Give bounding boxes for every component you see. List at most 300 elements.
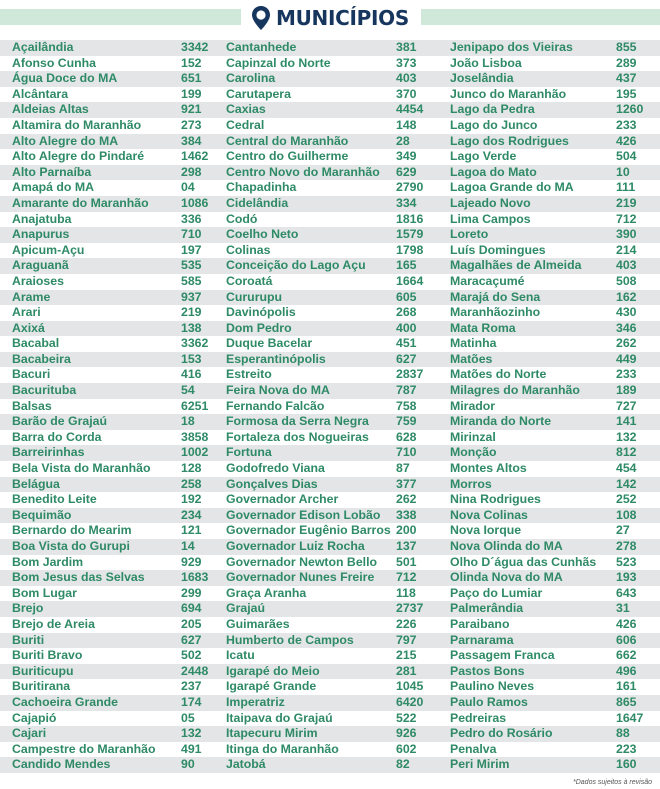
municipality-name: Guimarães (226, 616, 290, 631)
municipality-cell (221, 523, 442, 539)
municipality-cell (442, 414, 660, 430)
municipality-cell (442, 711, 660, 727)
municipality-value: 1462 (181, 149, 209, 164)
municipality-name: Capinzal do Norte (226, 55, 331, 70)
municipality-value: 82 (396, 757, 410, 772)
municipality-name: Bernardo do Mearim (12, 523, 132, 538)
municipality-value: 148 (396, 117, 417, 132)
municipality-value: 226 (396, 616, 417, 631)
table-row (0, 726, 660, 742)
municipality-cell (221, 508, 442, 524)
municipality-name: Matinha (450, 336, 497, 351)
municipality-cell (221, 695, 442, 711)
municipality-value: 334 (396, 195, 417, 210)
municipality-name: Itinga do Maranhão (226, 741, 339, 756)
municipality-value: 2448 (181, 663, 209, 678)
municipality-cell (0, 134, 221, 150)
municipality-value: 628 (396, 429, 417, 444)
municipality-value: 299 (181, 585, 202, 600)
table-row (0, 492, 660, 508)
municipality-name: Governador Newton Bello (226, 554, 377, 569)
table-row (0, 134, 660, 150)
municipality-value: 4454 (396, 102, 424, 117)
municipality-value: 197 (181, 242, 202, 257)
table-row (0, 711, 660, 727)
municipality-name: Mata Roma (450, 320, 516, 335)
municipality-name: João Lisboa (450, 55, 522, 70)
municipality-cell (442, 508, 660, 524)
municipality-cell (442, 134, 660, 150)
municipality-value: 710 (181, 227, 202, 242)
municipality-name: Centro Novo do Maranhão (226, 164, 380, 179)
municipality-cell (442, 570, 660, 586)
municipality-name: Jatobá (226, 757, 266, 772)
municipality-cell (221, 274, 442, 290)
municipality-name: Barra do Corda (12, 429, 102, 444)
municipality-cell (442, 539, 660, 555)
table-row (0, 243, 660, 259)
municipality-cell (442, 102, 660, 118)
municipality-name: Brejo (12, 601, 44, 616)
municipality-value: 662 (616, 648, 637, 663)
municipality-name: Paulo Ramos (450, 694, 528, 709)
municipality-name: Buriti (12, 632, 45, 647)
municipality-name: Bacurituba (12, 383, 77, 398)
municipality-name: Paulino Neves (450, 679, 535, 694)
municipality-name: Morros (450, 476, 492, 491)
municipality-name: Apicum-Açu (12, 242, 85, 257)
municipality-name: Governador Eugênio Barros (226, 523, 391, 538)
table-row (0, 648, 660, 664)
municipality-name: Mirinzal (450, 429, 496, 444)
municipality-cell (221, 399, 442, 415)
municipality-name: Bequimão (12, 507, 72, 522)
municipality-value: 605 (396, 289, 417, 304)
municipality-value: 585 (181, 273, 202, 288)
municipality-name: Barão de Grajaú (12, 414, 107, 429)
municipality-cell (442, 71, 660, 87)
municipality-value: 377 (396, 476, 417, 491)
municipality-cell (442, 383, 660, 399)
table-row (0, 149, 660, 165)
table-row (0, 87, 660, 103)
municipality-name: Igarapé Grande (226, 679, 317, 694)
municipality-name: Açailândia (12, 40, 74, 54)
municipality-cell (0, 180, 221, 196)
table-row (0, 118, 660, 134)
municipality-value: 223 (616, 741, 637, 756)
municipality-value: 174 (181, 694, 202, 709)
municipality-value: 491 (181, 741, 202, 756)
municipality-value: 233 (616, 367, 637, 382)
municipality-value: 1798 (396, 242, 424, 257)
municipality-value: 111 (616, 180, 636, 195)
municipality-value: 1002 (181, 445, 209, 460)
municipality-value: 502 (181, 648, 202, 663)
municipality-cell (0, 227, 221, 243)
municipality-cell (0, 461, 221, 477)
municipality-cell (221, 648, 442, 664)
municipality-name: Boa Vista do Gurupi (12, 539, 130, 553)
municipality-value: 694 (181, 601, 202, 616)
municipality-cell (221, 367, 442, 383)
municipality-cell (221, 430, 442, 446)
municipality-cell (0, 56, 221, 72)
municipality-name: Cajapió (12, 710, 57, 725)
municipality-name: Itaipava do Grajaú (226, 710, 333, 725)
municipality-cell (221, 56, 442, 72)
municipality-name: Governador Luiz Rocha (226, 539, 365, 553)
municipality-name: Campestre do Maranhão (12, 741, 156, 756)
municipality-value: 195 (616, 86, 637, 101)
municipality-name: Governador Edison Lobão (226, 507, 381, 522)
municipality-value: 1579 (396, 227, 424, 242)
table-row (0, 305, 660, 321)
municipality-cell (0, 321, 221, 337)
municipality-name: Buriticupu (12, 663, 74, 678)
municipality-name: Afonso Cunha (12, 55, 97, 70)
municipality-value: 403 (396, 71, 417, 86)
municipality-name: Bom Jardim (12, 554, 84, 569)
municipality-value: 268 (396, 305, 417, 320)
table-row (0, 601, 660, 617)
municipality-cell (0, 118, 221, 134)
municipality-cell (442, 430, 660, 446)
municipality-value: 508 (616, 273, 637, 288)
municipality-name: Benedito Leite (12, 492, 97, 507)
municipality-cell (221, 757, 442, 773)
municipality-name: Miranda do Norte (450, 414, 552, 429)
municipality-value: 281 (396, 663, 417, 678)
table-row (0, 742, 660, 758)
municipality-value: 121 (181, 523, 202, 538)
municipality-cell (221, 352, 442, 368)
municipality-cell (0, 71, 221, 87)
table-row (0, 539, 660, 555)
table-row (0, 227, 660, 243)
municipality-name: Candido Mendes (12, 757, 111, 772)
table-row (0, 399, 660, 415)
municipality-cell (442, 321, 660, 337)
municipality-name: Nova Iorque (450, 523, 522, 538)
municipality-cell (442, 445, 660, 461)
municipality-name: Olho D´água das Cunhãs (450, 554, 597, 569)
municipality-name: Central do Maranhão (226, 133, 349, 148)
municipality-name: Bom Lugar (12, 585, 77, 600)
municipality-name: Passagem Franca (450, 648, 555, 663)
municipality-value: 522 (396, 710, 417, 725)
municipality-name: Magalhães de Almeida (450, 258, 582, 273)
municipality-value: 278 (616, 539, 637, 553)
municipality-cell (442, 212, 660, 228)
municipality-name: Icatu (226, 648, 255, 663)
municipality-name: Maracaçumé (450, 273, 525, 288)
municipality-cell (442, 196, 660, 212)
municipality-cell (221, 711, 442, 727)
page-title (241, 0, 421, 36)
municipality-value: 137 (396, 539, 417, 553)
municipality-cell (0, 40, 221, 56)
municipality-name: Feira Nova do MA (226, 383, 330, 398)
municipality-value: 454 (616, 461, 637, 476)
municipality-value: 1683 (181, 570, 209, 585)
municipality-cell (221, 87, 442, 103)
municipality-value: 1816 (396, 211, 424, 226)
municipalities-table (0, 40, 660, 773)
municipality-cell (442, 664, 660, 680)
municipality-cell (221, 726, 442, 742)
table-row (0, 617, 660, 633)
municipality-value: 54 (181, 383, 195, 398)
municipality-value: 10 (616, 164, 630, 179)
municipality-value: 108 (616, 507, 637, 522)
municipality-cell (0, 648, 221, 664)
municipality-cell (0, 757, 221, 773)
municipality-cell (0, 165, 221, 181)
municipality-value: 162 (616, 289, 637, 304)
table-row (0, 321, 660, 337)
footnote: *Dados sujeitos à revisão (573, 779, 652, 786)
municipality-name: Monção (450, 445, 497, 460)
municipality-name: Conceição do Lago Açu (226, 258, 366, 273)
municipality-value: 18 (181, 414, 195, 429)
municipality-value: 128 (181, 461, 202, 476)
municipality-cell (221, 601, 442, 617)
municipality-name: Imperatriz (226, 694, 285, 709)
municipality-value: 1260 (616, 102, 644, 117)
municipality-cell (442, 617, 660, 633)
municipality-name: Pedro do Rosário (450, 726, 553, 741)
municipality-cell (442, 290, 660, 306)
municipality-cell (221, 679, 442, 695)
municipality-name: Godofredo Viana (226, 461, 325, 476)
table-row (0, 555, 660, 571)
municipality-name: Lajeado Novo (450, 195, 531, 210)
municipality-cell (0, 601, 221, 617)
municipality-value: 712 (396, 570, 417, 585)
municipality-cell (0, 508, 221, 524)
table-row (0, 445, 660, 461)
municipality-cell (442, 586, 660, 602)
municipality-cell (221, 40, 442, 56)
table-row (0, 336, 660, 352)
municipality-name: Olinda Nova do MA (450, 570, 563, 585)
municipality-name: Araguanã (12, 258, 69, 273)
municipality-name: Alto Parnaíba (12, 164, 92, 179)
municipality-cell (0, 742, 221, 758)
municipality-cell (442, 555, 660, 571)
municipality-cell (442, 336, 660, 352)
municipality-cell (442, 633, 660, 649)
municipality-name: Matões (450, 351, 493, 366)
municipality-value: 3342 (181, 40, 209, 54)
municipality-value: 2790 (396, 180, 424, 195)
municipality-value: 727 (616, 398, 637, 413)
municipality-value: 400 (396, 320, 417, 335)
municipality-cell (0, 367, 221, 383)
municipality-cell (0, 664, 221, 680)
municipality-value: 219 (181, 305, 202, 320)
municipality-cell (221, 742, 442, 758)
table-row (0, 258, 660, 274)
table-row (0, 71, 660, 87)
municipality-value: 373 (396, 55, 417, 70)
table-row (0, 430, 660, 446)
municipality-name: Água Doce do MA (12, 71, 118, 86)
municipality-cell (0, 633, 221, 649)
municipality-cell (442, 726, 660, 742)
municipality-cell (442, 695, 660, 711)
municipality-name: Fortuna (226, 445, 272, 460)
municipality-name: Cajari (12, 726, 47, 741)
municipality-name: Nina Rodrigues (450, 492, 541, 507)
municipality-value: 710 (396, 445, 417, 460)
municipality-value: 192 (181, 492, 202, 507)
municipality-name: Axixá (12, 320, 45, 335)
municipality-cell (442, 118, 660, 134)
municipality-name: Governador Archer (226, 492, 339, 507)
municipality-value: 3858 (181, 429, 209, 444)
municipality-value: 214 (616, 242, 637, 257)
municipality-value: 758 (396, 398, 417, 413)
municipality-name: Belágua (12, 476, 60, 491)
municipality-cell (221, 570, 442, 586)
municipality-value: 234 (181, 507, 202, 522)
municipality-name: Brejo de Areia (12, 616, 95, 631)
table-row (0, 352, 660, 368)
municipality-cell (221, 477, 442, 493)
municipality-value: 219 (616, 195, 637, 210)
municipality-value: 88 (616, 726, 630, 741)
table-row (0, 40, 660, 56)
municipality-name: Milagres do Maranhão (450, 383, 580, 398)
municipality-cell (221, 305, 442, 321)
municipality-name: Carutapera (226, 86, 291, 101)
municipality-value: 929 (181, 554, 202, 569)
municipality-value: 6420 (396, 694, 424, 709)
table-row (0, 367, 660, 383)
municipality-name: Graça Aranha (226, 585, 307, 600)
municipality-value: 27 (616, 523, 630, 538)
municipality-value: 937 (181, 289, 202, 304)
municipality-cell (221, 555, 442, 571)
municipality-name: Colinas (226, 242, 271, 257)
municipality-cell (442, 601, 660, 617)
municipality-cell (442, 258, 660, 274)
municipality-name: Lagoa do Mato (450, 164, 537, 179)
municipality-cell (0, 243, 221, 259)
municipality-value: 90 (181, 757, 195, 772)
municipality-value: 451 (396, 336, 417, 351)
municipality-value: 1664 (396, 273, 424, 288)
municipality-cell (0, 414, 221, 430)
municipality-name: Cedral (226, 117, 265, 132)
municipality-name: Bom Jesus das Selvas (12, 570, 145, 585)
municipality-cell (0, 87, 221, 103)
table-row (0, 508, 660, 524)
municipality-value: 606 (616, 632, 637, 647)
municipality-cell (442, 165, 660, 181)
municipality-value: 2737 (396, 601, 424, 616)
municipality-value: 132 (181, 726, 202, 741)
municipality-value: 160 (616, 757, 637, 772)
municipality-cell (442, 742, 660, 758)
municipality-value: 3362 (181, 336, 209, 351)
municipality-name: Gonçalves Dias (226, 476, 318, 491)
municipality-cell (0, 445, 221, 461)
municipality-cell (442, 274, 660, 290)
table-row (0, 570, 660, 586)
municipality-value: 2837 (396, 367, 424, 382)
municipality-value: 496 (616, 663, 637, 678)
municipality-name: Luís Domingues (450, 242, 546, 257)
municipality-cell (0, 570, 221, 586)
municipality-cell (221, 180, 442, 196)
municipality-name: Arari (12, 305, 41, 320)
municipality-value: 1086 (181, 195, 209, 210)
municipality-cell (221, 633, 442, 649)
municipality-value: 165 (396, 258, 417, 273)
table-row (0, 477, 660, 493)
municipality-name: Paraibano (450, 616, 510, 631)
municipality-name: Cururupu (226, 289, 283, 304)
municipality-cell (0, 399, 221, 415)
municipality-cell (221, 586, 442, 602)
municipality-cell (221, 227, 442, 243)
municipality-name: Lago dos Rodrigues (450, 133, 569, 148)
table-row (0, 523, 660, 539)
municipality-cell (0, 492, 221, 508)
municipality-cell (221, 102, 442, 118)
municipality-value: 152 (181, 55, 202, 70)
municipality-cell (0, 290, 221, 306)
municipality-name: Esperantinópolis (226, 351, 326, 366)
municipality-value: 289 (616, 55, 637, 70)
municipality-value: 346 (616, 320, 637, 335)
municipality-name: Altamira do Maranhão (12, 117, 142, 132)
municipality-cell (221, 664, 442, 680)
municipality-cell (0, 430, 221, 446)
municipality-name: Pedreiras (450, 710, 507, 725)
municipality-cell (442, 243, 660, 259)
municipality-cell (442, 305, 660, 321)
municipality-value: 712 (616, 211, 637, 226)
municipality-value: 855 (616, 40, 637, 54)
municipality-value: 118 (396, 585, 416, 600)
municipality-cell (221, 134, 442, 150)
municipality-value: 87 (396, 461, 410, 476)
municipality-cell (221, 539, 442, 555)
municipality-name: Lima Campos (450, 211, 531, 226)
table-row (0, 56, 660, 72)
municipality-cell (221, 336, 442, 352)
municipality-name: Junco do Maranhão (450, 86, 567, 101)
municipality-name: Araioses (12, 273, 64, 288)
municipality-name: Coroatá (226, 273, 273, 288)
municipality-name: Cidelândia (226, 195, 289, 210)
municipality-cell (0, 212, 221, 228)
municipality-value: 535 (181, 258, 202, 273)
municipality-value: 298 (181, 164, 202, 179)
municipality-name: Estreito (226, 367, 272, 382)
municipality-cell (221, 258, 442, 274)
table-row (0, 586, 660, 602)
table-row (0, 196, 660, 212)
table-row (0, 664, 660, 680)
municipality-name: Lago da Pedra (450, 102, 535, 117)
municipality-cell (442, 648, 660, 664)
municipality-name: Lago Verde (450, 149, 517, 164)
